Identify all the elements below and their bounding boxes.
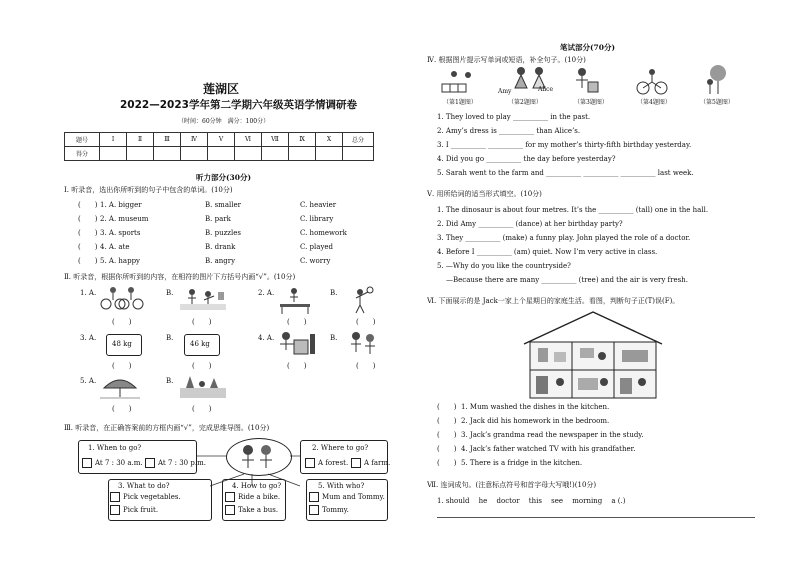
checkbox[interactable]: [225, 492, 235, 502]
s5-line-4: 4. Before I __________ (am) quiet. Now I’m very active in class.: [437, 248, 658, 256]
gift-picture: [572, 66, 602, 96]
checkbox[interactable]: [145, 458, 155, 468]
score-cell: Ⅹ: [316, 133, 343, 147]
s1-option-c: C. library: [300, 215, 334, 223]
s5-line-2: 2. Did Amy __________ (dance) at her birthday party?: [437, 220, 623, 228]
s1-option-a: 1. A. bigger: [100, 201, 142, 209]
listening-title: 听力部分(30分): [196, 173, 252, 182]
section-2-title: Ⅱ. 听录音，根据你所听到的内容，在相符的图片下方括号内画“√”。(10分): [64, 273, 296, 281]
mm-q5-option-a[interactable]: [309, 492, 385, 502]
s1-option-c: C. heavier: [300, 201, 337, 209]
two-children-icon: [236, 442, 280, 472]
s1-option-b: B. smaller: [205, 201, 241, 209]
s1-option-c: C. homework: [300, 229, 347, 237]
region-title: 莲湖区: [203, 82, 240, 96]
mm-q1-option-a[interactable]: [82, 458, 143, 468]
s2-paren[interactable]: ( ): [287, 362, 307, 370]
s4-line-2: 2. Amy’s dress is __________ than Alice’s.: [437, 127, 581, 135]
s1-paren[interactable]: ( ): [78, 215, 98, 223]
option-label: Take a bus.: [238, 506, 279, 514]
option-label: Pick fruit.: [123, 506, 159, 514]
s2-paren[interactable]: ( ): [356, 362, 376, 370]
s6-item-3: 3. Jack’s grandma read the newspaper in the study.: [461, 431, 644, 439]
s1-option-b: B. puzzles: [205, 229, 241, 237]
score-cell: Ⅴ: [208, 133, 235, 147]
checkbox[interactable]: [305, 458, 315, 468]
hopscotch-picture: [440, 70, 476, 96]
s2-paren[interactable]: ( ): [112, 362, 132, 370]
s5-line-5: 5. —Why do you like the countryside?: [437, 262, 571, 270]
s6-paren[interactable]: ( ): [437, 403, 457, 411]
s1-option-a: 2. A. museum: [100, 215, 149, 223]
section-1-title: Ⅰ. 听录音，选出你所听到的句子中包含的单词。(10分): [64, 186, 233, 194]
s4-line-1: 1. They loved to play __________ in the past.: [437, 113, 591, 121]
s1-option-b: B. drank: [205, 243, 236, 251]
score-row-label: 得分: [65, 147, 100, 161]
s2-paren[interactable]: ( ): [112, 318, 132, 326]
caption-1: （第1题图）: [443, 99, 477, 106]
s2-label-3b: B.: [166, 334, 174, 342]
s1-paren[interactable]: ( ): [78, 229, 98, 237]
s2-label-1a: 1. A.: [80, 289, 97, 297]
section-4-title: Ⅳ. 根据图片提示写单词或短语，补全句子。(10分): [427, 56, 586, 64]
checkbox[interactable]: [110, 492, 120, 502]
scale-a-weight: 48 kg: [112, 340, 132, 348]
bike-picture: [636, 68, 668, 96]
mm-q3-option-b[interactable]: [110, 505, 158, 515]
s5-line-3: 3. They __________ (make) a funny play. John played the role of a doctor.: [437, 234, 691, 242]
s2-label-2b: B.: [330, 289, 338, 297]
option-label: At 7 : 30 a.m.: [95, 459, 143, 467]
s1-option-a: 3. A. sports: [100, 229, 141, 237]
caption-2: （第2题图）: [508, 99, 542, 106]
score-cell: 总分: [343, 133, 374, 147]
s2-label-3a: 3. A.: [80, 334, 97, 342]
scale-b-weight: 46 kg: [190, 340, 210, 348]
s1-paren[interactable]: ( ): [78, 201, 98, 209]
mm-q2: 2. Where to go?: [312, 444, 369, 452]
mm-q3: 3. What to do?: [118, 482, 170, 490]
s4-line-4: 4. Did you go __________ the day before yesterday?: [437, 155, 616, 163]
option-label: A farm.: [364, 459, 391, 467]
score-cell: 题号: [65, 133, 100, 147]
s2-paren[interactable]: ( ): [112, 405, 132, 413]
mm-q5-option-b[interactable]: [309, 505, 349, 515]
option-label: At 7 : 30 p.m.: [158, 459, 206, 467]
s2-paren[interactable]: ( ): [287, 318, 307, 326]
mm-q4-option-a[interactable]: [225, 492, 280, 502]
mm-q2-option-a[interactable]: [305, 458, 348, 468]
score-cell: Ⅲ: [154, 133, 181, 147]
s5-line-1: 1. The dinosaur is about four metres. It’s the __________ (tall) one in the hall.: [437, 206, 709, 214]
s6-paren[interactable]: ( ): [437, 459, 457, 467]
option-label: Ride a bike.: [238, 493, 281, 501]
s2-paren[interactable]: ( ): [192, 405, 212, 413]
s1-paren[interactable]: ( ): [78, 243, 98, 251]
score-cell: Ⅰ: [100, 133, 127, 147]
checkbox[interactable]: [82, 458, 92, 468]
exam-title: 2022—2023学年第二学期六年级英语学情调研卷: [120, 99, 357, 111]
score-cell: Ⅱ: [127, 133, 154, 147]
time-score: （时间：60分钟 满分：100分）: [178, 118, 270, 125]
s2-paren[interactable]: ( ): [192, 318, 212, 326]
s6-item-4: 4. Jack’s father watched TV with his grandfather.: [461, 445, 636, 453]
caption-4: （第4题图）: [637, 99, 671, 106]
checkbox[interactable]: [225, 505, 235, 515]
section-7-title: Ⅶ. 连词成句。(注意标点符号和首字母大写哦!)(10分): [427, 481, 597, 489]
mm-q4: 4. How to go?: [232, 482, 282, 490]
s2-label-5a: 5. A.: [80, 377, 97, 385]
s1-option-b: B. angry: [205, 257, 236, 265]
option-label: Pick vegetables.: [123, 493, 181, 501]
house-illustration: [520, 308, 666, 400]
s2-label-1b: B.: [166, 289, 174, 297]
mm-q1-option-b[interactable]: [145, 458, 206, 468]
option-label: A forest.: [318, 459, 349, 467]
score-cell: Ⅵ: [235, 133, 262, 147]
checkbox[interactable]: [309, 492, 319, 502]
section-5-title: Ⅴ. 用所给词的适当形式填空。(10分): [427, 190, 542, 198]
option-label: Tommy.: [322, 506, 349, 514]
caption-3: （第3题图）: [574, 99, 608, 106]
s6-paren[interactable]: ( ): [437, 445, 457, 453]
s6-item-1: 1. Mum washed the dishes in the kitchen.: [461, 403, 610, 411]
s2-label-4b: B.: [330, 334, 338, 342]
checkbox[interactable]: [110, 505, 120, 515]
s6-paren[interactable]: ( ): [437, 417, 457, 425]
s5-line-6: —Because there are many __________ (tree) and the air is very fresh.: [446, 276, 688, 284]
checkbox[interactable]: [309, 505, 319, 515]
pick-fruit-picture: [702, 64, 734, 96]
s4-line-3: 3. I __________ __________ for my mother’s thirty-fifth birthday yesterday.: [437, 141, 692, 149]
s7-q1: 1. should he doctor this see morning a (.): [437, 497, 626, 505]
s6-paren[interactable]: ( ): [437, 431, 457, 439]
mm-q1: 1. When to go?: [88, 444, 142, 452]
mm-q3-option-a[interactable]: [110, 492, 181, 502]
section-6-title: Ⅵ. 下面展示的是 Jack一家上个星期日的家庭生活。看图，判断句子正(T)误(F)。: [427, 297, 680, 305]
score-cell: Ⅸ: [289, 133, 316, 147]
s1-option-a: 4. A. ate: [100, 243, 130, 251]
s2-label-2a: 2. A.: [258, 289, 275, 297]
s6-item-5: 5. There is a fridge in the kitchen.: [461, 459, 583, 467]
caption-5: （第5题图）: [700, 99, 734, 106]
s1-option-c: C. played: [300, 243, 334, 251]
label-alice: Alice: [538, 86, 554, 93]
section-3-title: Ⅲ. 听录音，在正确答案前的方框内画“√”，完成思维导图。(10分): [64, 424, 270, 432]
answer-line[interactable]: [437, 517, 755, 518]
s1-option-b: B. park: [205, 215, 231, 223]
mm-q5: 5. With who?: [318, 482, 365, 490]
writing-title: 笔试部分(70分): [560, 43, 616, 52]
s2-label-5b: B.: [166, 377, 174, 385]
mm-q2-option-b[interactable]: [351, 458, 390, 468]
score-cell: Ⅳ: [181, 133, 208, 147]
s2-label-4a: 4. A.: [258, 334, 275, 342]
mm-q4-option-b[interactable]: [225, 505, 278, 515]
label-amy: Amy: [498, 88, 512, 95]
s2-paren[interactable]: ( ): [356, 318, 376, 326]
s2-paren[interactable]: ( ): [192, 362, 212, 370]
s6-item-2: 2. Jack did his homework in the bedroom.: [461, 417, 610, 425]
option-label: Mum and Tommy.: [322, 493, 385, 501]
s1-option-c: C. worry: [300, 257, 331, 265]
s1-option-a: 5. A. happy: [100, 257, 141, 265]
s4-line-5: 5. Sarah went to the farm and __________ __________ __________ last week.: [437, 169, 694, 177]
score-cell: Ⅶ: [262, 133, 289, 147]
s1-paren[interactable]: ( ): [78, 257, 98, 265]
checkbox[interactable]: [351, 458, 361, 468]
